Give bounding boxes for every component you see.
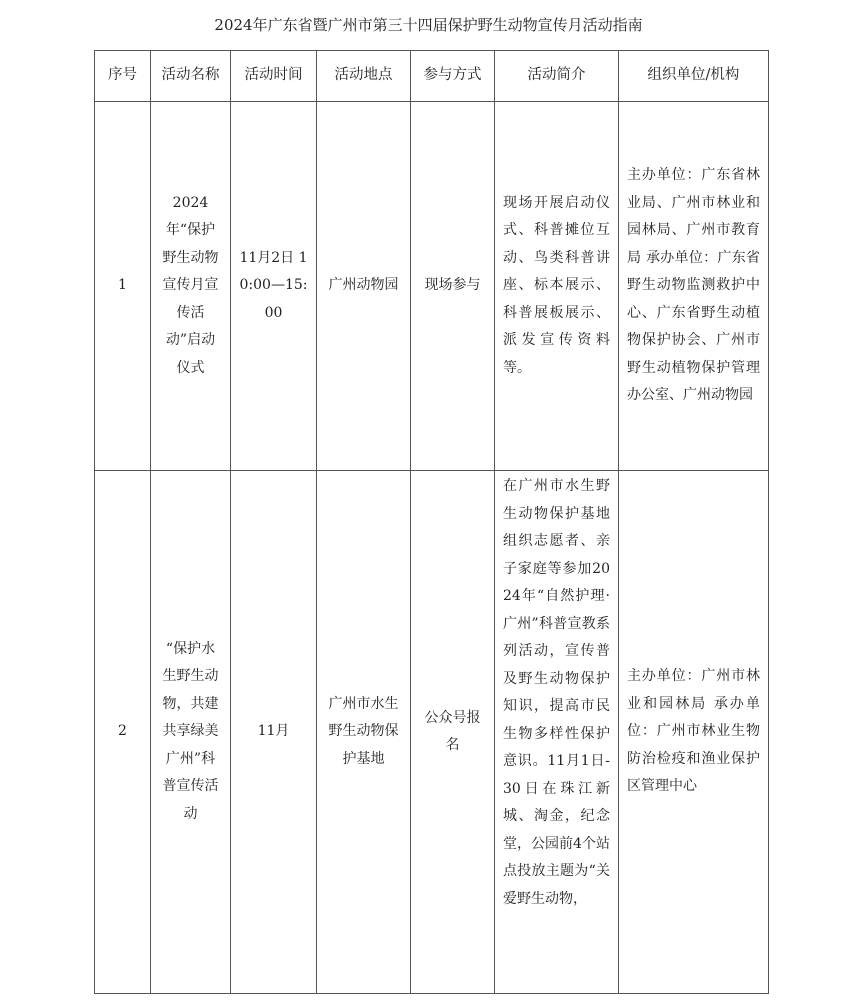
row-time: 11月 — [231, 471, 317, 994]
row-name: 2024年“保护野生动物宣传月宣传活动”启动仪式 — [151, 102, 231, 471]
header-org: 组织单位/机构 — [619, 51, 769, 102]
row-name: “保护水生野生动物，共建共享绿美广州”科普宣传活动 — [151, 471, 231, 994]
table-row — [95, 471, 769, 994]
row-no: 1 — [95, 102, 151, 471]
row-org: 主办单位：广东省林业局、广州市林业和园林局、广州市教育局 承办单位：广东省野生动物监测救护中心、广东省野生动植物保护协会、广州市野生动植物保护管理办公室、广州动物园 — [619, 102, 769, 471]
row-time: 11月2日 10:00—15:00 — [231, 102, 317, 471]
activity-table — [94, 50, 769, 994]
row-place: 广州动物园 — [317, 102, 411, 471]
row-intro: 现场开展启动仪式、科普摊位互动、鸟类科普讲座、标本展示、科普展板展示、派发宣传资料等。 — [495, 102, 619, 471]
row-org: 主办单位：广州市林业和园林局 承办单位：广州市林业生物防治检疫和渔业保护区管理中心 — [619, 471, 769, 994]
header-intro: 活动简介 — [495, 51, 619, 102]
header-no: 序号 — [95, 51, 151, 102]
document-title: 2024年广东省暨广州市第三十四届保护野生动物宣传月活动指南 — [214, 16, 643, 34]
row-intro: 在广州市水生野生动物保护基地组织志愿者、亲子家庭等参加2024年“自然护理·广州”科普宣教系列活动，宣传普及野生动物保护知识，提高市民生物多样性保护意识。11月1日-30日在珠江新城、淘金，纪念堂，公园前4个站点投放主题为“关爱野生动物， — [495, 471, 619, 994]
table-header-row — [95, 51, 769, 102]
header-place: 活动地点 — [317, 51, 411, 102]
header-method: 参与方式 — [411, 51, 495, 102]
row-place: 广州市水生野生动物保护基地 — [317, 471, 411, 994]
header-time: 活动时间 — [231, 51, 317, 102]
row-no: 2 — [95, 471, 151, 994]
row-method: 公众号报名 — [411, 471, 495, 994]
row-method: 现场参与 — [411, 102, 495, 471]
header-name: 活动名称 — [151, 51, 231, 102]
table-row — [95, 102, 769, 471]
